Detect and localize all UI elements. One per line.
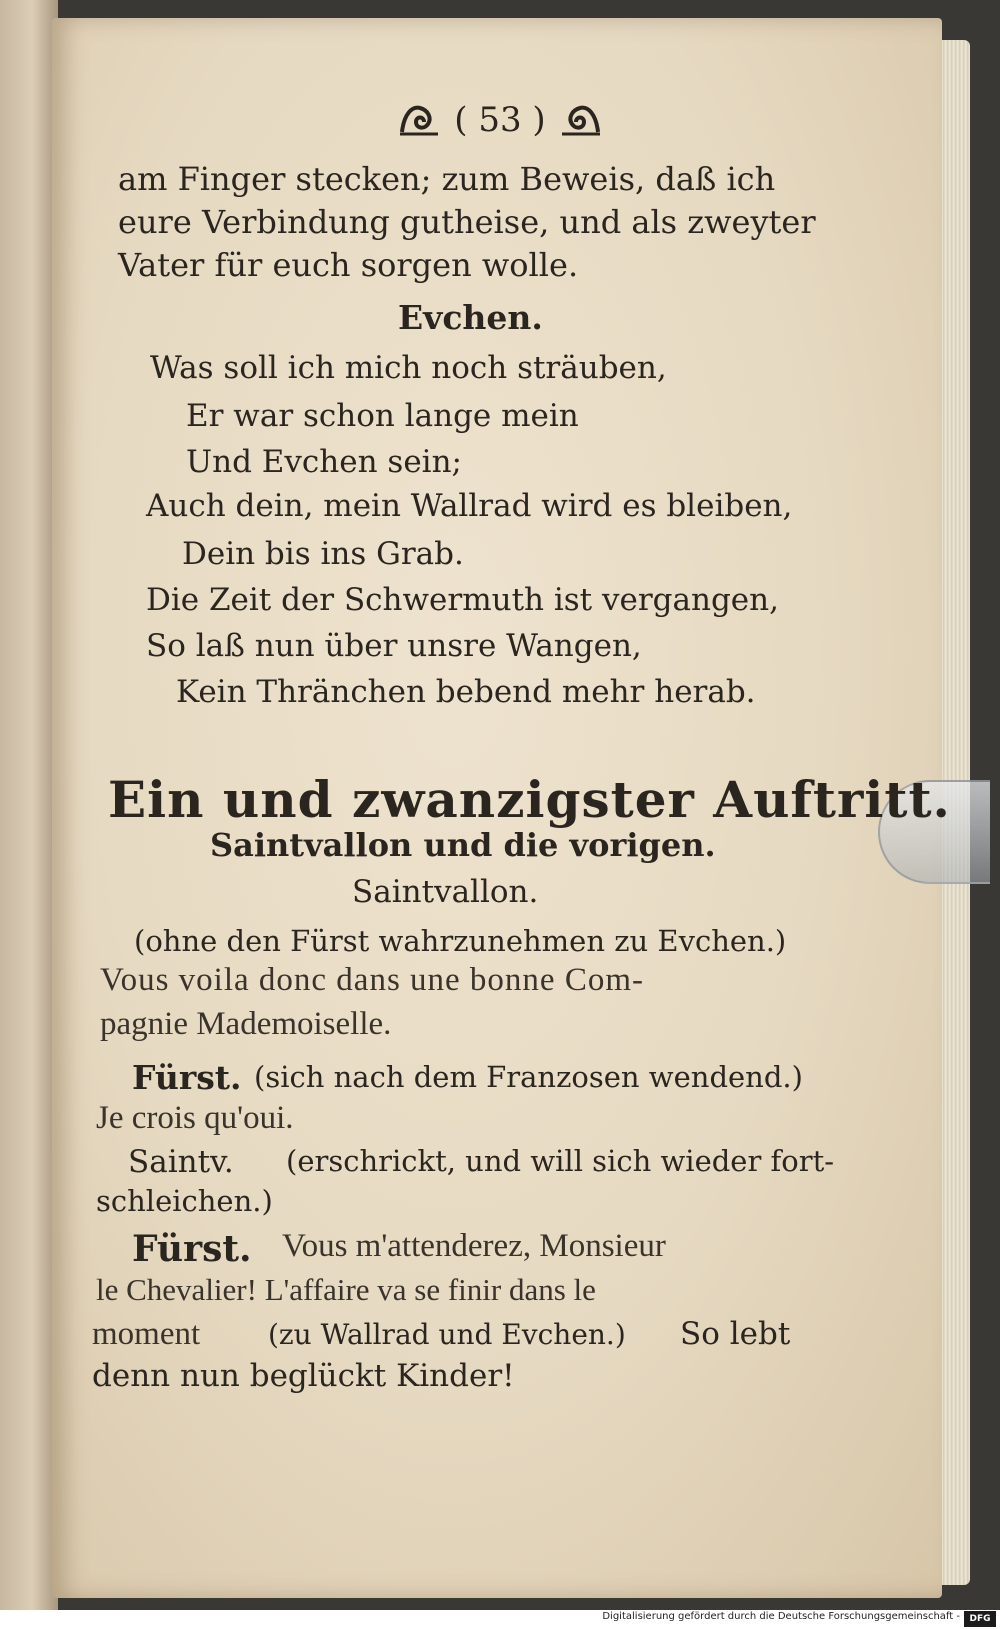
page-number: ( 53 ) [454,100,546,140]
speaker-name: Fürst. [132,1228,252,1270]
verse-line: So laß nun über unsre Wangen, [146,628,642,664]
verse-line: Und Evchen sein; [186,444,463,480]
right-ornament-icon [560,102,602,138]
speaker-name: Evchen. [398,298,543,337]
text-line: Vous voila donc dans une bonne Com- [100,962,645,998]
speaker-name: Saintvallon. [352,874,539,910]
stage-direction: (erschrickt, und will sich wieder fort- [286,1144,835,1178]
verse-line: Was soll ich mich noch sträuben, [150,350,667,386]
verse-line: Auch dein, mein Wallrad wird es bleiben, [146,488,793,524]
verse-line: Er war schon lange mein [186,398,579,434]
text-line: le Chevalier! L'affaire va se finir dans le [96,1272,596,1307]
stage-direction: schleichen.) [96,1184,273,1218]
speaker-name: Saintv. [128,1144,234,1180]
dfg-logo: DFG [964,1611,996,1627]
verse-line: Kein Thränchen bebend mehr herab. [176,674,756,710]
digitization-credit: Digitalisierung gefördert durch die Deutsche Forschungsgemeinschaft - [602,1611,960,1622]
scene-cast: Saintvallon und die vorigen. [210,826,716,864]
verse-line: Dein bis ins Grab. [182,536,464,572]
stage-direction: (sich nach dem Franzosen wendend.) [254,1060,803,1094]
scene-title: Ein und zwanzigster Auftritt. [108,770,951,829]
text-line: So lebt [680,1316,791,1352]
verse-line: Die Zeit der Schwermuth ist vergangen, [146,582,779,618]
stage-direction: (ohne den Fürst wahrzunehmen zu Evchen.) [134,924,787,958]
text-line: am Finger stecken; zum Beweis, daß ich [118,160,776,198]
text-line: pagnie Mademoiselle. [100,1006,392,1042]
text-line: Vater für euch sorgen wolle. [118,246,579,284]
page-header [340,90,660,150]
left-ornament-icon [398,102,440,138]
left-page-edge [0,0,58,1610]
text-line: Vous m'attenderez, Monsieur [282,1228,666,1264]
text-line: denn nun beglückt Kinder! [92,1358,515,1394]
stage-direction: (zu Wallrad und Evchen.) [268,1318,626,1351]
text-line: eure Verbindung gutheise, und als zweyter [118,203,816,241]
text-line: Je crois qu'oui. [96,1100,294,1136]
speaker-name: Fürst. [132,1058,242,1097]
text-line: moment [92,1316,201,1352]
